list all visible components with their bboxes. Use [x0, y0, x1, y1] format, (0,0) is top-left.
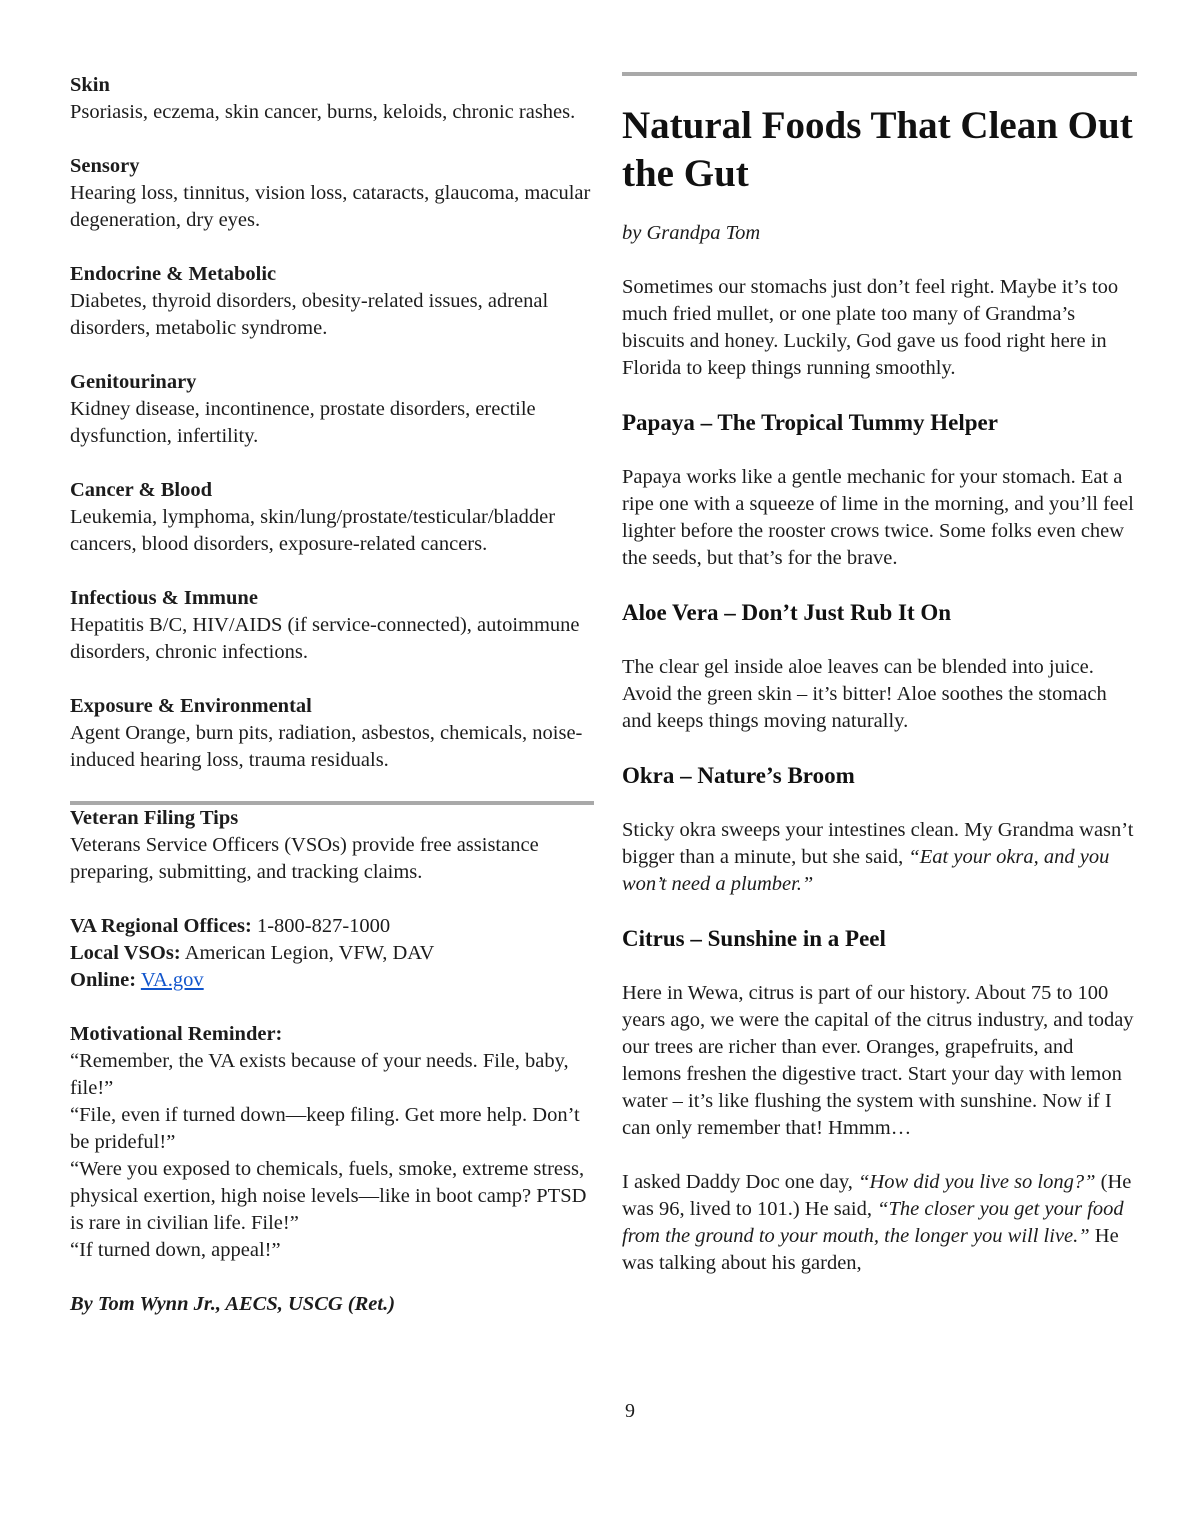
closing-paragraph: [622, 1169, 1137, 1277]
category-title: Endocrine & Metabolic: [70, 263, 277, 285]
closing-text: I asked Daddy Doc one day,: [622, 1171, 859, 1193]
condition-category-sensory: [70, 153, 594, 234]
aloe-paragraph: The clear gel inside aloe leaves can be blended into juice. Avoid the green skin – it’s bitter! Aloe soothes the stomach and keeps things moving naturally.: [622, 656, 1107, 732]
condition-category-exposure: [70, 693, 594, 774]
article-title: Natural Foods That Clean Out the Gut: [622, 104, 1133, 195]
okra-quote: “Eat your okra, and you won’t need a plumber.”: [622, 846, 1110, 895]
category-text: Diabetes, thyroid disorders, obesity-related issues, adrenal disorders, metabolic syndrome.: [70, 290, 549, 339]
heading-aloe-vera: Aloe Vera – Don’t Just Rub It On: [622, 600, 952, 625]
category-title: Infectious & Immune: [70, 587, 258, 609]
heading-okra: Okra – Nature’s Broom: [622, 763, 855, 788]
filing-tips-text: Veterans Service Officers (VSOs) provide free assistance preparing, submitting, and tracking claims.: [70, 834, 539, 883]
motivational-reminder: [70, 1021, 594, 1264]
category-text: Agent Orange, burn pits, radiation, asbestos, chemicals, noise-induced hearing loss, trauma residuals.: [70, 722, 583, 771]
category-text: Kidney disease, incontinence, prostate disorders, erectile dysfunction, infertility.: [70, 398, 536, 447]
closing-text: He was talking about his garden,: [622, 1225, 1119, 1274]
filing-tips-title: Veteran Filing Tips: [70, 807, 239, 829]
closing-quote-1: “How did you live so long?”: [858, 1171, 1096, 1193]
category-title: Cancer & Blood: [70, 479, 212, 501]
category-title: Exposure & Environmental: [70, 695, 312, 717]
contact-label: Local VSOs:: [70, 942, 181, 964]
contact-value: American Legion, VFW, DAV: [184, 942, 435, 964]
category-title: Genitourinary: [70, 371, 197, 393]
condition-category-cancer: [70, 477, 594, 558]
local-vsos-line: [70, 940, 594, 967]
citrus-paragraph: Here in Wewa, citrus is part of our history. About 75 to 100 years ago, we were the capital of the citrus industry, and today our trees are richer than ever. Oranges, grapefruits, and lemons freshen the digestive tract. Start your day with lemon water – it’s like flushing the system with sunshine. Now if I can only remember that! Hmmm…: [622, 982, 1134, 1139]
condition-category-endocrine: [70, 261, 594, 342]
contact-label: Online:: [70, 969, 137, 991]
okra-paragraph: [622, 817, 1137, 898]
category-text: Hearing loss, tinnitus, vision loss, cataracts, glaucoma, macular degeneration, dry eyes.: [70, 182, 591, 231]
article-column: [622, 72, 1137, 1318]
category-text: Leukemia, lymphoma, skin/lung/prostate/testicular/bladder cancers, blood disorders, exposure-related cancers.: [70, 506, 556, 555]
article-intro: Sometimes our stomachs just don’t feel right. Maybe it’s too much fried mullet, or one plate too many of Grandma’s biscuits and honey. Luckily, God gave us food right here in Florida to keep things running smoothly.: [622, 276, 1119, 379]
contact-info: [70, 913, 594, 994]
motivational-quote: “Remember, the VA exists because of your needs. File, baby, file!”: [70, 1050, 569, 1099]
condition-category-infectious: [70, 585, 594, 666]
va-regional-offices-line: [70, 913, 594, 940]
closing-quote-2: “The closer you get your food from the ground to your mouth, the longer you will live.”: [622, 1198, 1124, 1247]
okra-text: Sticky okra sweeps your intestines clean. My Grandma wasn’t bigger than a minute, but she said,: [622, 819, 1134, 868]
article-author: by Grandpa Tom: [622, 222, 761, 244]
left-column: [70, 72, 594, 1318]
veteran-filing-tips: [70, 805, 594, 886]
motivational-quote: “If turned down, appeal!”: [70, 1239, 281, 1261]
category-title: Sensory: [70, 155, 140, 177]
motivational-title: Motivational Reminder:: [70, 1023, 283, 1045]
category-text: Psoriasis, eczema, skin cancer, burns, keloids, chronic rashes.: [70, 101, 576, 123]
heading-papaya: Papaya – The Tropical Tummy Helper: [622, 410, 998, 435]
article-top-divider: [622, 72, 1137, 76]
category-title: Skin: [70, 74, 110, 96]
motivational-quote: “Were you exposed to chemicals, fuels, smoke, extreme stress, physical exertion, high noise levels—like in boot camp? PTSD is rare in civilian life. File!”: [70, 1158, 587, 1234]
heading-citrus: Citrus – Sunshine in a Peel: [622, 926, 886, 951]
category-text: Hepatitis B/C, HIV/AIDS (if service-connected), autoimmune disorders, chronic infections.: [70, 614, 580, 663]
contact-value: 1-800-827-1000: [256, 915, 391, 937]
closing-text: (He was 96, lived to 101.) He said,: [622, 1171, 1132, 1220]
motivational-quote: “File, even if turned down—keep filing. Get more help. Don’t be prideful!”: [70, 1104, 580, 1153]
condition-category-skin: [70, 72, 594, 126]
online-line: [70, 967, 594, 994]
va-gov-link[interactable]: VA.gov: [140, 969, 204, 991]
papaya-paragraph: Papaya works like a gentle mechanic for your stomach. Eat a ripe one with a squeeze of lime in the morning, and you’ll feel lighter before the rooster crows twice. Some folks even chew the seeds, but that’s for the brave.: [622, 466, 1134, 569]
contact-label: VA Regional Offices:: [70, 915, 252, 937]
condition-category-genitourinary: [70, 369, 594, 450]
page-number: 9: [625, 1400, 635, 1422]
author-byline: By Tom Wynn Jr., AECS, USCG (Ret.): [70, 1293, 396, 1315]
